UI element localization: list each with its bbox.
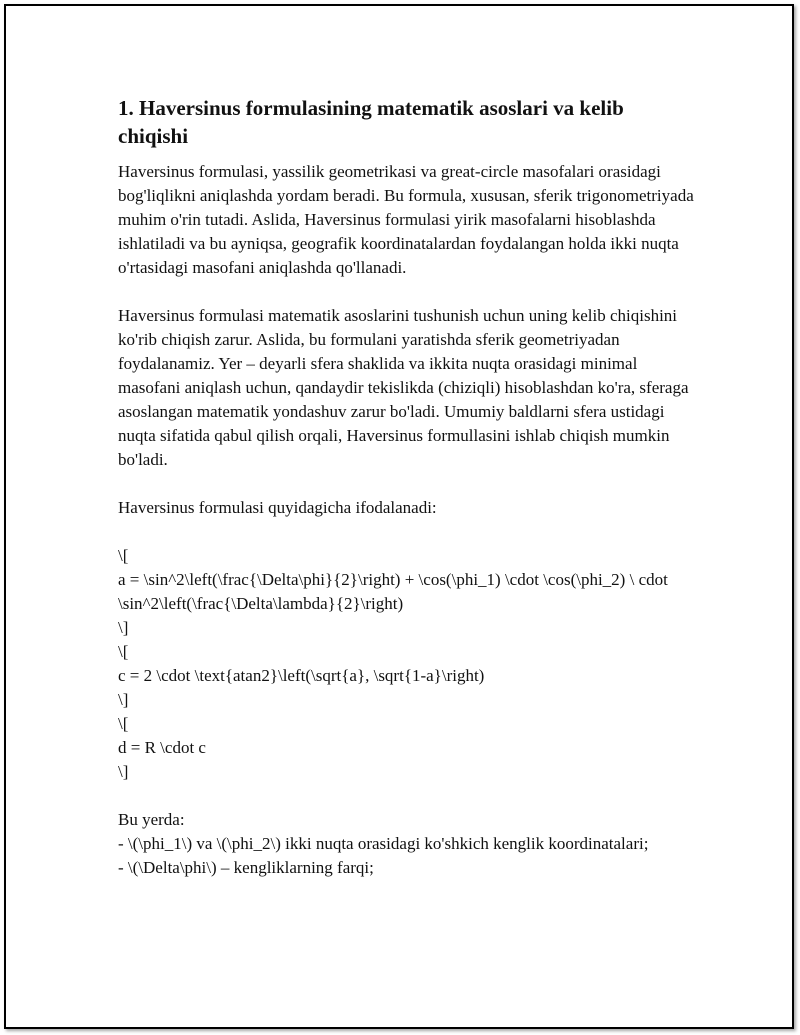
notes-line: - \(\phi_1\) va \(\phi_2\) ikki nuqta orasidagi ko'shkich kenglik koordinatalari; (118, 834, 649, 853)
paragraph-intro: Haversinus formulasi, yassilik geometrikasi va great-circle masofalari orasidagi bog'liqlikni aniqlashda yordam beradi. Bu formula, xususan, sferik trigonometriyada muhim o'rin tutadi. Aslida, Haversinus formulasi yirik masofalarni hisoblashda ishlatiladi va bu ayniqsa, geografik koordinatalardan foydalangan holda ikki nuqta o'rtasidagi masofani aniqlashda qo'llanadi. (118, 162, 694, 277)
formula-line: \[ (118, 546, 129, 565)
notes-line: Bu yerda: (118, 810, 185, 829)
notes-line: - \(\Delta\phi\) – kengliklarning farqi; (118, 858, 374, 877)
formula-line: a = \sin^2\left(\frac{\Delta\phi}{2}\right) + \cos(\phi_1) \cdot \cos(\phi_2) \ cdot \sin^2\left(\frac{\Delta\lambda}{2}\right) (118, 570, 668, 613)
formula-line: c = 2 \cdot \text{atan2}\left(\sqrt{a}, \sqrt{1-a}\right) (118, 666, 485, 685)
formula-line: \] (118, 618, 129, 637)
formula-line: d = R \cdot c (118, 738, 206, 757)
notes-block (118, 808, 698, 880)
formula-line: \] (118, 762, 129, 781)
formula-line: \] (118, 690, 129, 709)
document-content (118, 94, 698, 904)
formula-line: \[ (118, 642, 129, 661)
formula-block (118, 544, 698, 784)
formula-line: \[ (118, 714, 129, 733)
paragraph-derivation: Haversinus formulasi matematik asoslarini tushunish uchun uning kelib chiqishini ko'rib chiqish zarur. Aslida, bu formulani yaratishda sferik geometriyadan foydalanamiz. Yer – deyarli sfera shaklida va ikkita nuqta orasidagi minimal masofani aniqlash uchun, qandaydir tekislikda (chiziqli) hisoblashdan ko'ra, sferaga asoslangan matematik yondashuv zarur bo'ladi. Umumiy baldlarni sfera ustidagi nuqta sifatida qabul qilish orqali, Haversinus formullasini ishlab chiqish mumkin bo'ladi. (118, 306, 689, 469)
paragraph-formula-lead: Haversinus formulasi quyidagicha ifodalanadi: (118, 498, 437, 517)
section-heading: 1. Haversinus formulasining matematik asoslari va kelib chiqishi (118, 96, 624, 148)
